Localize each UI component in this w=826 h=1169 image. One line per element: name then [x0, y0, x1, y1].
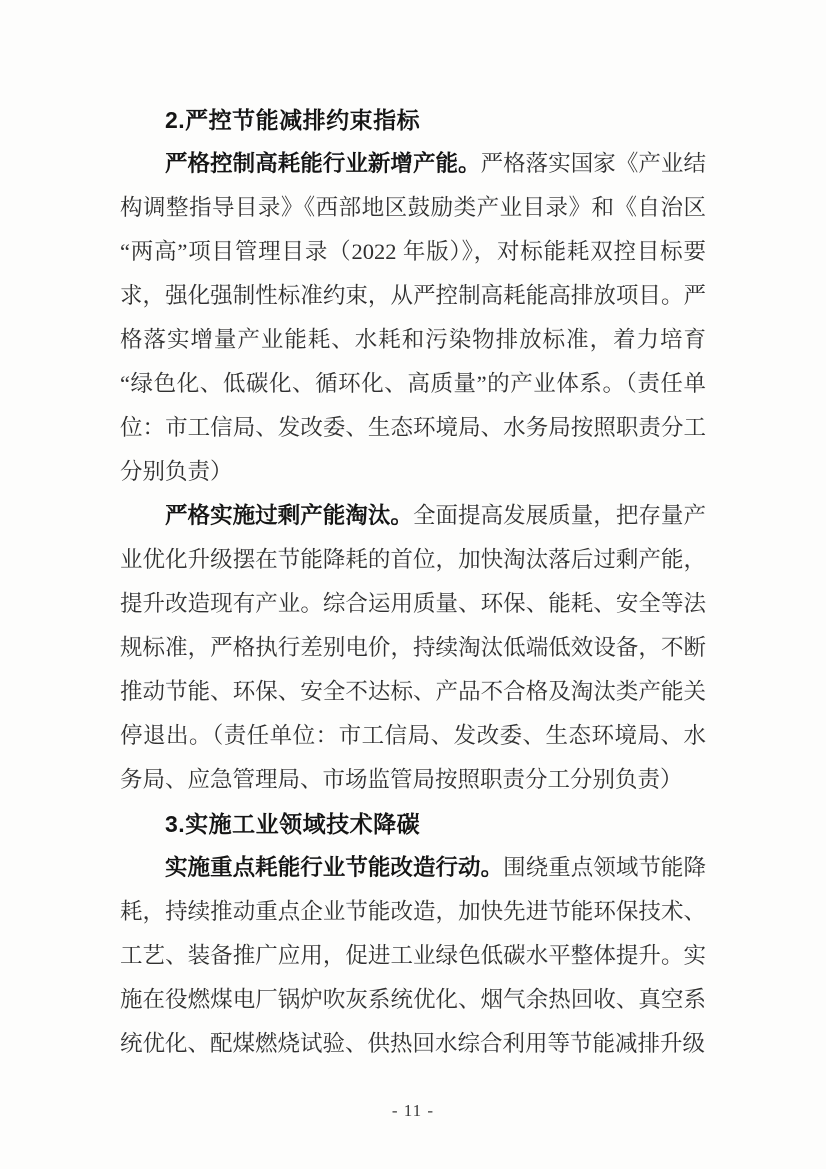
section-heading: 3.实施工业领域技术降碳	[165, 811, 421, 837]
paragraph-text: 严格落实国家《产业结构调整指导目录》《西部地区鼓励类产业目录》和《自治区“两高”项目管理目录（2022 年版）》，对标能耗双控目标要求，强化强制性标准约束，从严控制高耗能高排放项目。严格落实增量产业能耗、水耗和污染物排放标准，着力培育“绿色化、低碳化、循环化、高质量”的产业体系。（责任单位：市工信局、发改委、生态环境局、水务局按照职责分工分别负责）	[120, 151, 706, 484]
paragraph-text: 围绕重点领域节能降耗，持续推动重点企业节能改造，加快先进节能环保技术、工艺、装备推广应用，促进工业绿色低碳水平整体提升。实施在役燃煤电厂锅炉吹灰系统优化、烟气余热回收、真空系统优化、配煤燃烧试验、供热回水综合利用等节能减排升级	[120, 855, 706, 1056]
paragraph-lead: 严格控制高耗能行业新增产能。	[165, 151, 481, 176]
paragraph-text: 全面提高发展质量，把存量产业优化升级摆在节能降耗的首位，加快淘汰落后过剩产能，提升改造现有产业。综合运用质量、环保、能耗、安全等法规标准，严格执行差别电价，持续淘汰低端低效设备，不断推动节能、环保、安全不达标、产品不合格及淘汰类产能关停退出。（责任单位：市工信局、发改委、生态环境局、水务局、应急管理局、市场监管局按照职责分工分别负责）	[120, 503, 706, 792]
document-body	[120, 98, 706, 1066]
paragraph-lead: 实施重点耗能行业节能改造行动。	[165, 855, 504, 880]
paragraph	[120, 494, 706, 802]
page-number: - 11 -	[391, 1101, 435, 1120]
paragraph	[120, 142, 706, 494]
paragraph-lead: 严格实施过剩产能淘汰。	[165, 503, 413, 528]
section-heading: 2.严控节能减排约束指标	[165, 107, 421, 133]
paragraph	[120, 846, 706, 1066]
